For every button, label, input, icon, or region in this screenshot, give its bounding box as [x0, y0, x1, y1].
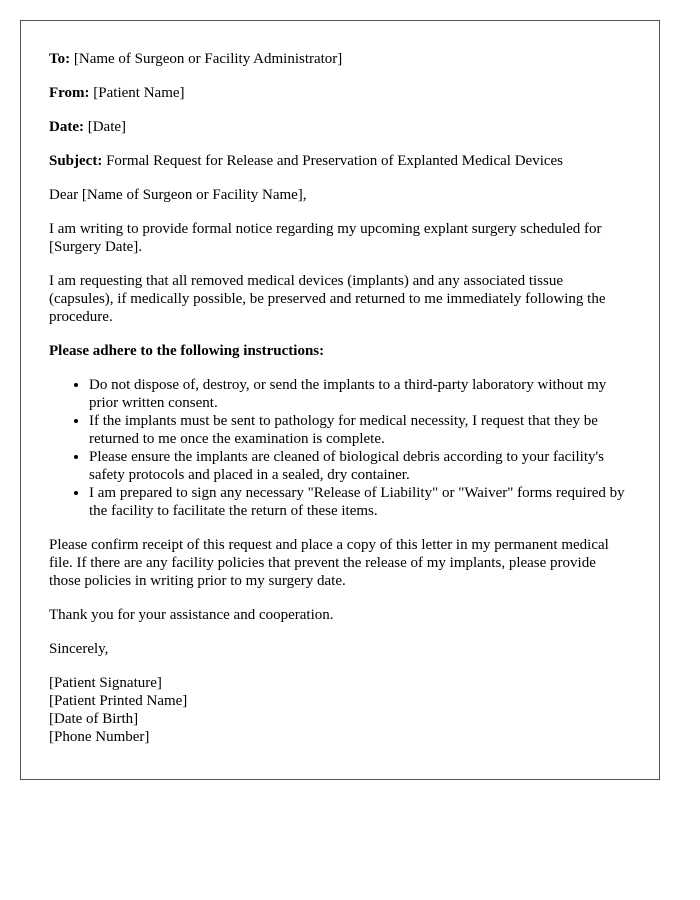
to-label: To:	[49, 51, 71, 67]
date-of-birth-placeholder: [Date of Birth]	[49, 711, 139, 727]
phone-number-placeholder: [Phone Number]	[49, 729, 150, 745]
instruction-item: • I am prepared to sign any necessary "Release of Liability" or "Waiver" forms required by the facility to facilitate the return of these items.	[89, 484, 631, 520]
subject-line	[49, 152, 631, 170]
signature-placeholder: [Patient Signature]	[49, 675, 162, 691]
date-line	[49, 118, 631, 136]
to-value: [Name of Surgeon or Facility Administrator]	[73, 51, 343, 67]
date-value: [Date]	[87, 119, 127, 135]
instruction-item: • If the implants must be sent to pathology for medical necessity, I request that they be returned to me once the examination is complete.	[89, 412, 631, 448]
from-value: [Patient Name]	[93, 85, 185, 101]
salutation: Dear [Name of Surgeon or Facility Name],	[49, 187, 307, 203]
signature-block	[49, 674, 631, 746]
body-paragraph-3: Please confirm receipt of this request and place a copy of this letter in my permanent medical file. If there are any facility policies that prevent the release of my implants, please provide those policies in writing prior to my surgery date.	[49, 537, 609, 589]
from-label: From:	[49, 85, 90, 101]
date-label: Date:	[49, 119, 84, 135]
subject-value: Formal Request for Release and Preservation of Explanted Medical Devices	[106, 153, 564, 169]
subject-label: Subject:	[49, 153, 103, 169]
instructions-heading: Please adhere to the following instructions:	[49, 343, 325, 359]
body-paragraph-1: I am writing to provide formal notice regarding my upcoming explant surgery scheduled for [Surgery Date].	[49, 221, 602, 255]
from-line	[49, 84, 631, 102]
instruction-item: • Do not dispose of, destroy, or send the implants to a third-party laboratory without my prior written consent.	[89, 376, 631, 412]
instructions-list	[49, 376, 631, 520]
letter-container	[20, 20, 660, 780]
printed-name-placeholder: [Patient Printed Name]	[49, 693, 188, 709]
instruction-item: • Please ensure the implants are cleaned of biological debris according to your facility's safety protocols and placed in a sealed, dry container.	[89, 448, 631, 484]
closing: Sincerely,	[49, 641, 109, 657]
body-paragraph-2: I am requesting that all removed medical devices (implants) and any associated tissue (capsules), if medically possible, be preserved and returned to me immediately following the procedure.	[49, 273, 606, 325]
to-line	[49, 50, 631, 68]
body-paragraph-4: Thank you for your assistance and cooperation.	[49, 607, 334, 623]
